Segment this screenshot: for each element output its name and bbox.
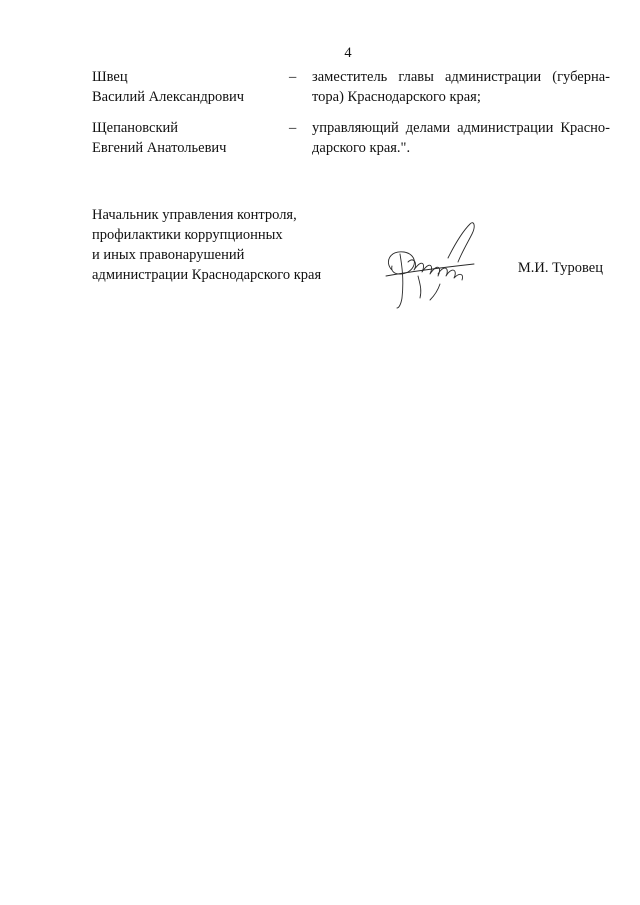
person-given-names: Евгений Анатольевич: [92, 140, 227, 156]
person-name: [92, 67, 282, 107]
person-given-names: Василий Александрович: [92, 89, 245, 105]
dash-separator: –: [289, 120, 297, 136]
dash-separator: –: [289, 69, 297, 85]
signatory-position-line: профилактики коррупционных: [92, 227, 283, 243]
page-number: 4: [344, 45, 352, 61]
signatory-name: М.И. Туровец: [517, 260, 603, 276]
list-item: [92, 118, 610, 160]
position-line: заместитель главы администрации (губерна-: [312, 69, 610, 85]
signatory-position-line: администрации Краснодарского края: [92, 267, 322, 283]
person-surname: Швец: [92, 69, 128, 85]
position-line: дарского края.".: [312, 140, 411, 156]
signatory-position-line: и иных правонарушений: [92, 247, 245, 263]
person-position: [312, 118, 610, 158]
person-surname: Щепановский: [92, 120, 179, 136]
list-item: [92, 67, 610, 109]
position-line: управляющий делами администрации Красно-: [312, 120, 610, 136]
position-line: тора) Краснодарского края;: [312, 89, 481, 105]
signatory-position-line: Начальник управления контроля,: [92, 207, 297, 223]
person-position: [312, 67, 610, 107]
handwritten-signature: [378, 218, 483, 310]
person-name: [92, 118, 282, 158]
signatory-position: [92, 205, 362, 285]
